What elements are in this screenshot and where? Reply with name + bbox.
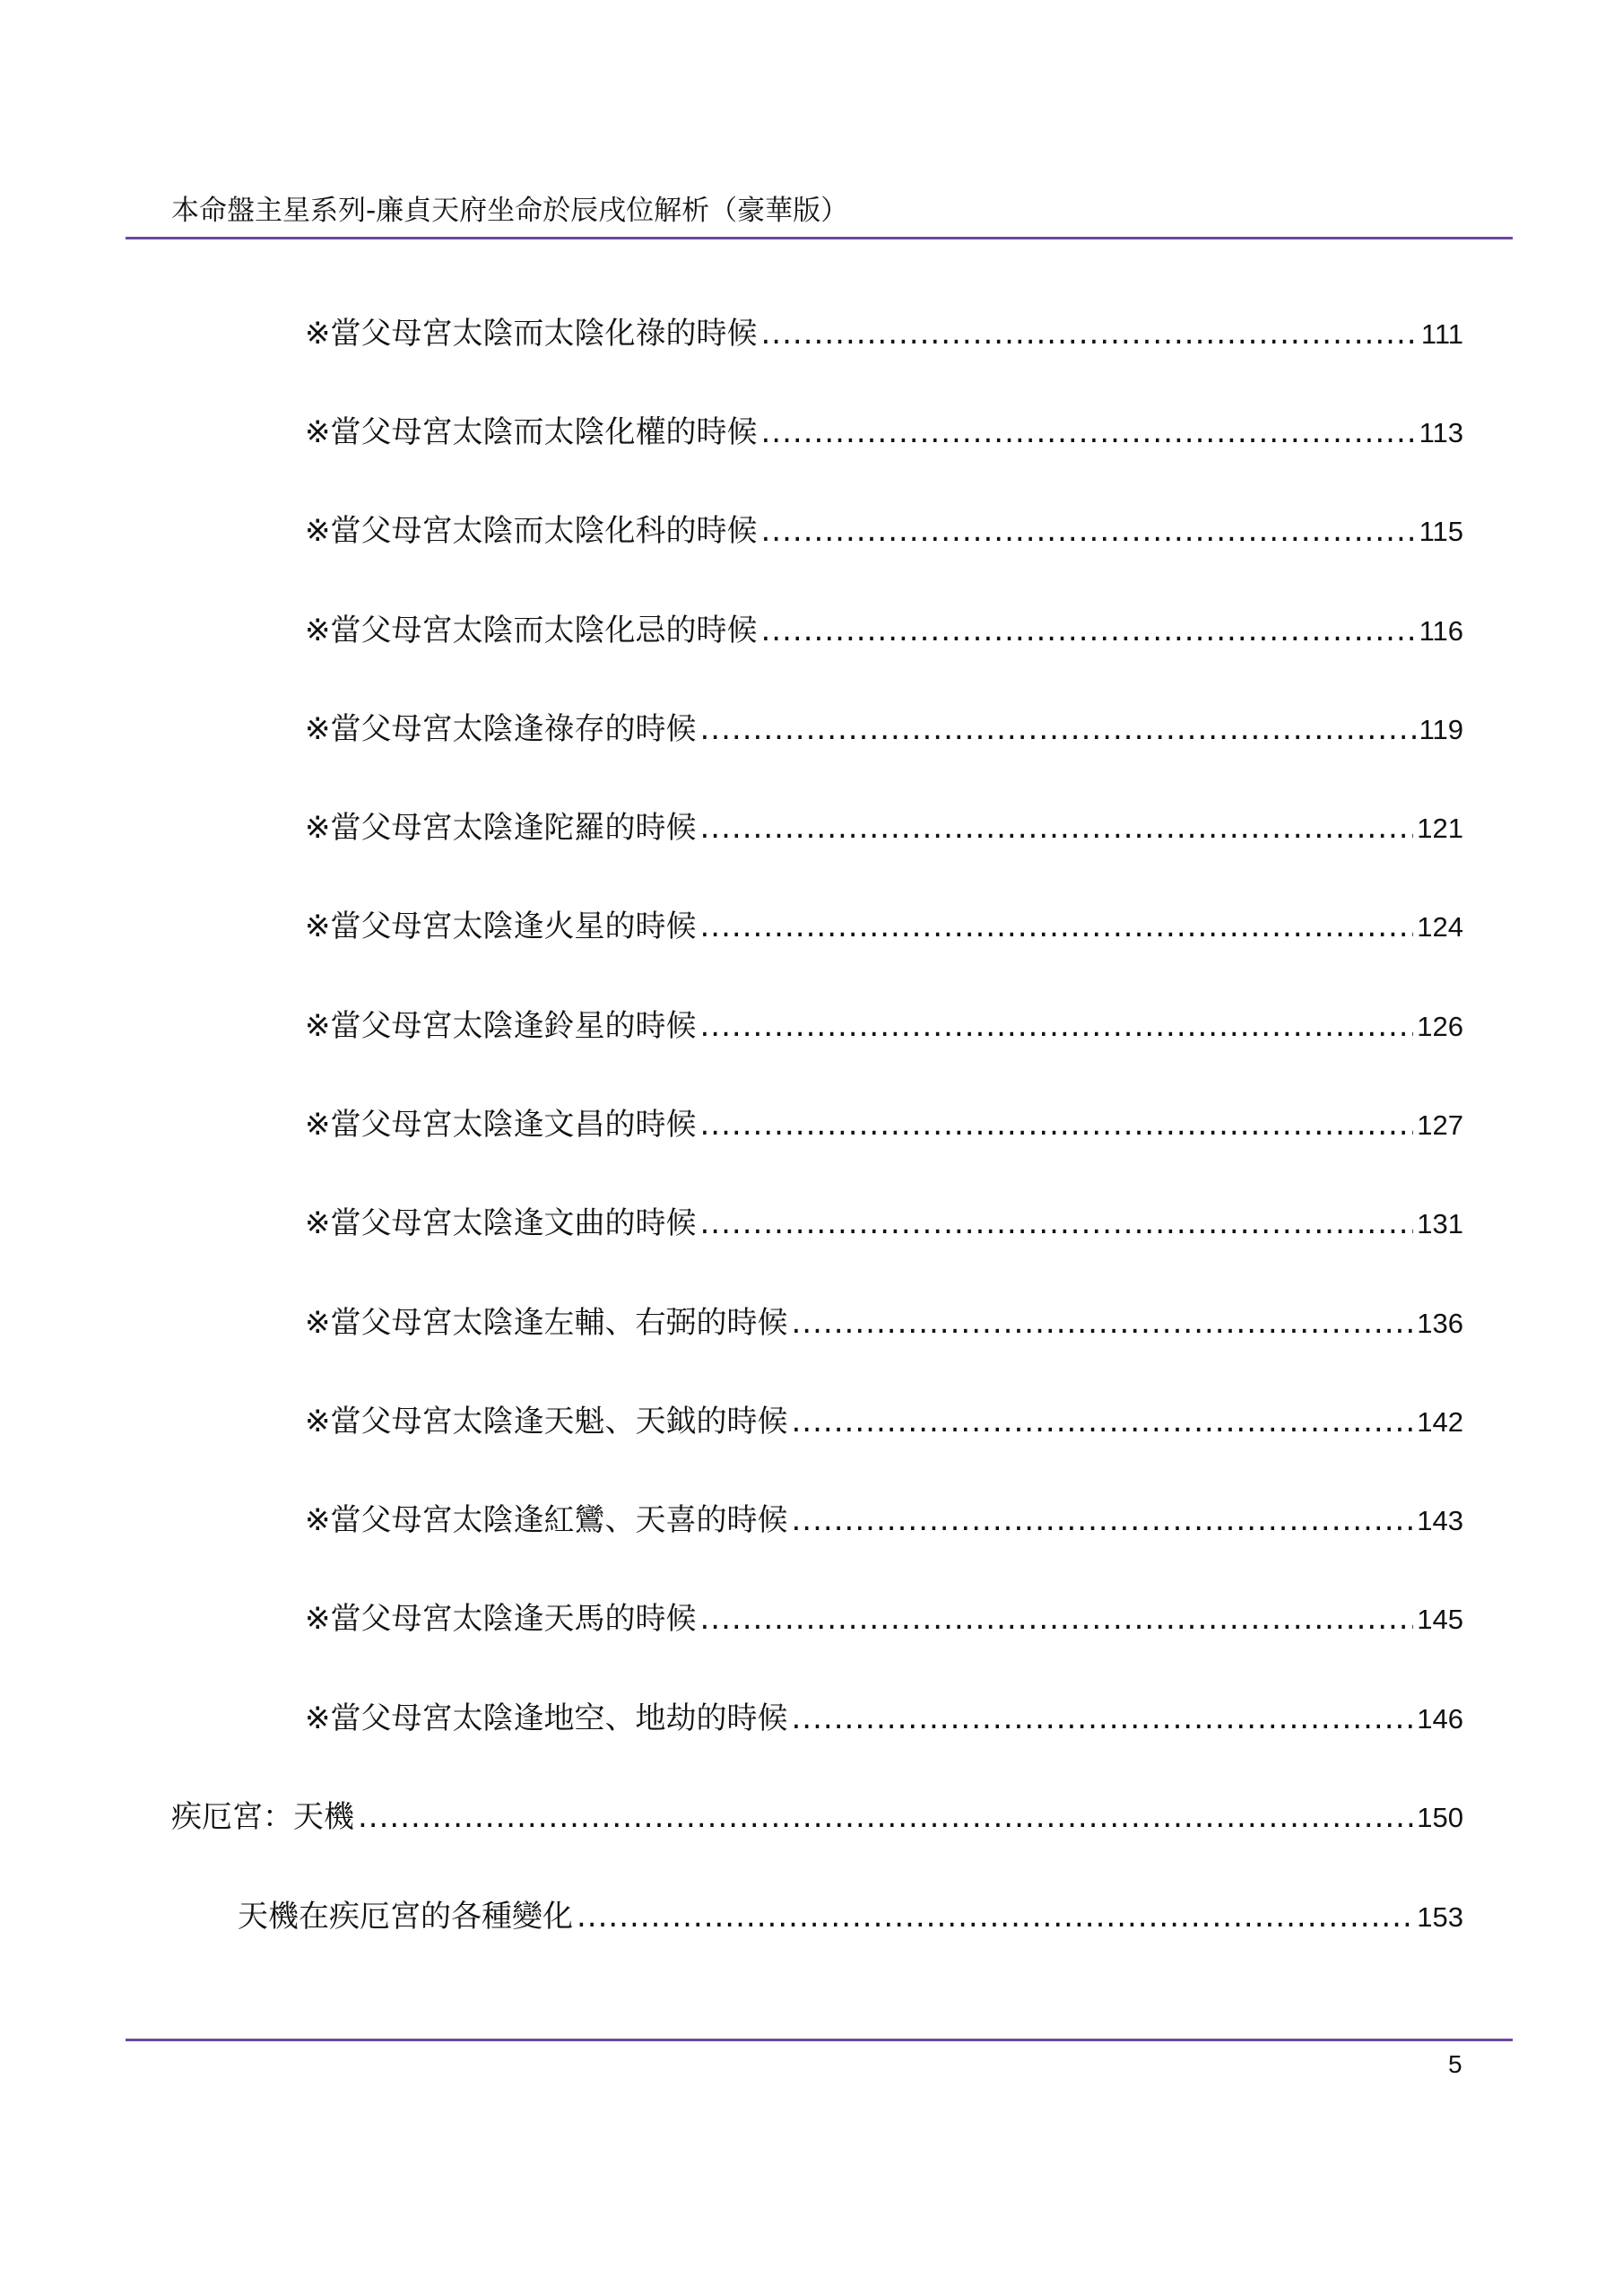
toc-entry-page: 124 xyxy=(1417,911,1463,943)
toc-dot-leader xyxy=(700,907,1414,946)
toc-entry[interactable] xyxy=(305,511,1463,552)
toc-entry[interactable] xyxy=(238,1897,1463,1937)
toc-entry[interactable] xyxy=(305,413,1463,453)
toc-entry[interactable] xyxy=(171,1797,1463,1838)
toc-entry-page: 113 xyxy=(1419,417,1463,448)
toc-dot-leader xyxy=(761,511,1416,551)
page-number: 5 xyxy=(1448,2050,1462,2078)
toc-entry[interactable] xyxy=(305,1699,1463,1739)
toc-dot-leader xyxy=(700,1105,1414,1144)
toc-entry-page: 126 xyxy=(1417,1011,1463,1042)
toc-entry-page: 127 xyxy=(1417,1109,1463,1141)
toc-entry-label: ※當父母宮太陰逢鈴星的時候 xyxy=(305,1008,697,1044)
toc-entry[interactable] xyxy=(305,1303,1463,1344)
toc-entry-page: 115 xyxy=(1419,516,1463,547)
toc-entry-page: 142 xyxy=(1417,1406,1463,1438)
toc-dot-leader xyxy=(792,1699,1414,1738)
toc-entry-page: 111 xyxy=(1420,318,1463,350)
toc-entry-page: 121 xyxy=(1417,813,1463,844)
toc-entry-page: 136 xyxy=(1417,1308,1463,1339)
toc-entry-label: ※當父母宮太陰而太陰化忌的時候 xyxy=(305,613,758,648)
toc-entry[interactable] xyxy=(305,1402,1463,1442)
header-rule xyxy=(126,237,1513,239)
toc-dot-leader xyxy=(761,314,1418,353)
toc-entry-label: ※當父母宮太陰逢文曲的時候 xyxy=(305,1205,697,1241)
toc-entry-label: ※當父母宮太陰而太陰化祿的時候 xyxy=(305,316,758,352)
toc-dot-leader xyxy=(700,1006,1414,1046)
toc-entry-label: ※當父母宮太陰逢文昌的時候 xyxy=(305,1107,697,1143)
toc-entry[interactable] xyxy=(305,1105,1463,1145)
toc-entry-label: ※當父母宮太陰逢火星的時候 xyxy=(305,909,697,944)
toc-entry-label: 疾厄宮：天機 xyxy=(171,1799,354,1835)
toc-entry-page: 150 xyxy=(1417,1802,1463,1833)
toc-entry-label: ※當父母宮太陰逢左輔、右弼的時候 xyxy=(305,1305,788,1341)
toc-entry-page: 119 xyxy=(1419,714,1463,745)
toc-dot-leader xyxy=(577,1897,1413,1936)
toc-entry-page: 143 xyxy=(1417,1505,1463,1536)
toc-entry-label: ※當父母宮太陰逢祿存的時候 xyxy=(305,711,697,747)
toc-entry-page: 153 xyxy=(1417,1901,1463,1933)
toc-entry[interactable] xyxy=(305,1599,1463,1639)
toc-dot-leader xyxy=(792,1303,1414,1343)
toc-dot-leader xyxy=(358,1797,1413,1837)
toc-entry-page: 145 xyxy=(1417,1604,1463,1635)
toc-entry-label: ※當父母宮太陰逢天馬的時候 xyxy=(305,1601,697,1637)
toc-entry[interactable] xyxy=(305,709,1463,750)
toc-entry[interactable] xyxy=(305,314,1463,354)
toc-entry-label: 天機在疾厄宮的各種變化 xyxy=(238,1899,573,1935)
toc-entry-label: ※當父母宮太陰逢陀羅的時候 xyxy=(305,810,697,846)
toc-entry-label: ※當父母宮太陰逢地空、地劫的時候 xyxy=(305,1700,788,1736)
toc-entry-page: 131 xyxy=(1417,1208,1463,1239)
toc-entry[interactable] xyxy=(305,1006,1463,1047)
toc-entry[interactable] xyxy=(305,1204,1463,1244)
toc-entry[interactable] xyxy=(305,808,1463,848)
footer-rule xyxy=(126,2039,1513,2041)
toc-dot-leader xyxy=(700,1204,1414,1243)
toc-entry-page: 146 xyxy=(1417,1703,1463,1735)
toc-entry[interactable] xyxy=(305,611,1463,651)
toc-dot-leader xyxy=(761,611,1416,650)
toc-dot-leader xyxy=(700,1599,1414,1639)
toc-dot-leader xyxy=(761,413,1416,452)
toc-entry[interactable] xyxy=(305,907,1463,947)
toc-entry-label: ※當父母宮太陰逢紅鸞、天喜的時候 xyxy=(305,1502,788,1538)
toc-entry-page: 116 xyxy=(1419,615,1463,647)
toc-entry-label: ※當父母宮太陰逢天魁、天鉞的時候 xyxy=(305,1404,788,1439)
toc-entry-label: ※當父母宮太陰而太陰化權的時候 xyxy=(305,414,758,450)
running-header-title: 本命盤主星系列-廉貞天府坐命於辰戌位解析（豪華版） xyxy=(171,195,849,227)
toc-dot-leader xyxy=(792,1402,1414,1441)
toc-entry-label: ※當父母宮太陰而太陰化科的時候 xyxy=(305,513,758,549)
toc-dot-leader xyxy=(792,1500,1414,1540)
toc-dot-leader xyxy=(700,808,1414,848)
toc-dot-leader xyxy=(700,709,1416,749)
toc-entry[interactable] xyxy=(305,1500,1463,1541)
